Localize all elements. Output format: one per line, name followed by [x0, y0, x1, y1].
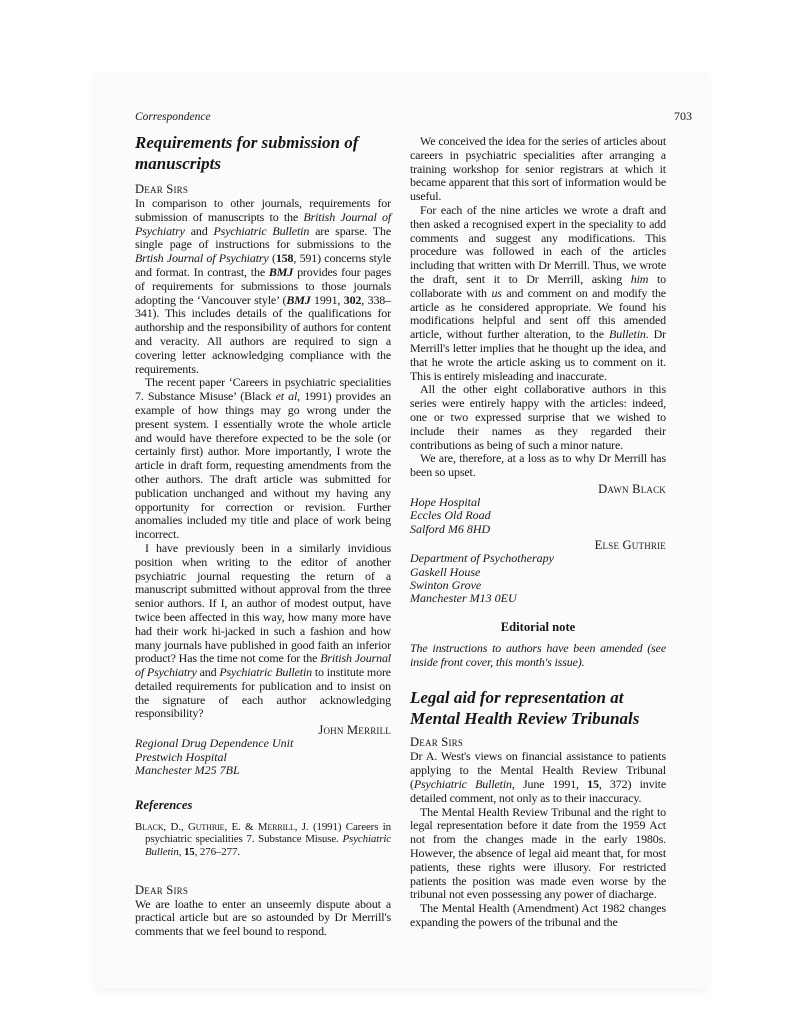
text-segment: The instructions to authors have been amended (see inside front cover, this month's issue).: [410, 640, 666, 669]
text-segment: For each of the nine articles we wrote a draft and then asked a recognised expert in the speciality to add comments and suggest any modifications. This procedure was followed in each of the articles including that written with Dr Merrill. Thus, we wrote the draft, sent it to Dr Merrill, asking: [410, 202, 666, 286]
text-segment: Psychiatric Bulletin: [219, 665, 312, 680]
address-line: Salford M6 8HD: [410, 521, 491, 536]
right-column: [410, 135, 666, 930]
editorial-note-heading: Editorial note: [500, 619, 576, 634]
text-segment: British Journal of Psychiatry: [135, 651, 391, 680]
text-segment: Brtish Journal of Psychiatry: [135, 251, 269, 266]
text-segment: and: [184, 223, 214, 238]
running-head: [135, 109, 692, 124]
paragraph: [410, 135, 666, 204]
text-segment: ,: [178, 845, 184, 858]
letter1-salutation: Dear Sirs: [135, 182, 189, 196]
address-line: Manchester M13 0EU: [410, 591, 517, 606]
paragraph: [135, 542, 391, 721]
reply-letter-continuation: [410, 135, 666, 480]
reference-entry: [135, 821, 391, 859]
reply-address-dawn-black: [410, 496, 666, 536]
paragraph: [410, 204, 666, 383]
address-line: Eccles Old Road: [410, 508, 491, 523]
text-segment: (: [268, 251, 276, 266]
text-segment: are sparse. The single page of instructions for submissions to the: [135, 223, 391, 252]
editorial-note-body: [410, 642, 666, 670]
text-segment: . Dr Merrill's letter implies that he thought up the idea, and that he wrote the article asking us to comment on it. This is entirely misleading and inaccurate.: [410, 327, 667, 383]
letter1-title: Requirements for submission of manuscripts: [135, 133, 359, 173]
paragraph: [410, 452, 666, 480]
text-segment: Dr A. West's views on financial assistance to patients applying to the Mental Health Review Tribunal (: [410, 749, 666, 791]
text-segment: 15: [183, 845, 195, 858]
text-segment: and comment on and modify the article as he considered appropriate. We found his modifications helpful and sent off this amended article, without further alteration, to the: [410, 285, 666, 342]
text-segment: 15: [587, 776, 599, 791]
running-head-title: Correspondence: [135, 111, 211, 123]
address-line: Prestwich Hospital: [135, 749, 227, 764]
text-segment: BMJ: [286, 292, 311, 307]
text-segment: , 276–277.: [194, 845, 240, 858]
address-line: Swinton Grove: [410, 577, 482, 592]
text-segment: to collaborate with: [410, 271, 666, 300]
text-segment: 1991,: [310, 292, 344, 307]
text-segment: , 372) invite detailed comment, not only as to their inaccuracy.: [410, 776, 667, 805]
address-line: Regional Drug Dependence Unit: [135, 736, 294, 751]
paragraph: [410, 750, 666, 805]
address-line: Gaskell House: [410, 564, 481, 579]
text-segment: , June 1991,: [511, 776, 588, 791]
text-segment: British Journal of Psychiatry: [135, 209, 392, 238]
references-heading: References: [135, 797, 193, 812]
text-segment: Psychiatric Bulletin: [213, 223, 310, 238]
paragraph: [410, 383, 666, 452]
address-line: Department of Psychotherapy: [410, 551, 554, 566]
paragraph: [410, 902, 666, 930]
letter3-salutation: Dear Sirs: [410, 735, 464, 750]
text-segment: Psychiatric Bulletin: [145, 833, 391, 858]
text-segment: us: [491, 285, 502, 300]
text-segment: him: [630, 271, 649, 286]
text-segment: The Mental Health (Amendment) Act 1982 changes expanding the powers of the tribunal and the: [410, 901, 666, 929]
text-segment: Black, D., Guthrie, E. & Merrill, J.: [135, 820, 309, 833]
text-segment: (1991) Careers in psychiatric specialities 7. Substance Misuse.: [145, 820, 392, 846]
letter1-address: [135, 737, 391, 777]
text-segment: et al: [275, 389, 298, 404]
letter1-body: [135, 197, 391, 721]
paragraph: [410, 806, 666, 903]
paragraph: [410, 642, 666, 670]
text-segment: 158: [275, 251, 294, 266]
text-segment: I have previously been in a similarly invidious position when writing to the editor of another psychiatric journal requesting the return of a manuscript submitted without approval from the three senior authors. If I, an author of modest output, have twice been affected in this way, how many more have had their work hi-jacked in such a fashion and how many journals have published in good faith an inferior product? Has the time not come for the: [135, 540, 391, 666]
text-segment: We are loathe to enter an unseemly dispute about a practical article but are so astounded by Dr Merrill's comments that we feel bound to respond.: [135, 896, 391, 939]
text-segment: All the other eight collaborative authors in this series were entirely happy with the articles: indeed, one or two expressed surprise that we wished to include their names as they regarded their contributions as being of such a minor nature.: [410, 382, 666, 452]
text-segment: , 338–341). This includes details of the qualifications for authorship and the responsibility of authors for content and veracity. All authors are required to sign a covering letter acknowledging compliance with the requirements.: [135, 292, 391, 376]
text-segment: to institute more detailed requirements for publication and to insist on the signature of each author acknowledging responsibility?: [135, 665, 391, 721]
reply-letter-salutation: Dear Sirs: [135, 882, 189, 897]
text-segment: and: [196, 665, 220, 680]
address-line: Hope Hospital: [410, 494, 481, 509]
text-segment: , 591) concerns style and format. In contrast, the: [135, 251, 392, 279]
left-column: [135, 133, 391, 939]
paragraph: [135, 376, 391, 542]
reply-address-else-guthrie: [410, 552, 666, 606]
letter1-signature: John Merrill: [318, 723, 391, 738]
paragraph: [135, 898, 391, 939]
letter3-body: [410, 750, 666, 929]
page-number: 703: [674, 109, 692, 123]
reply-signature-dawn-black: Dawn Black: [598, 481, 666, 496]
text-segment: Psychiatric Bulletin: [413, 776, 512, 791]
text-segment: BMJ: [268, 264, 294, 279]
text-segment: provides four pages of requirements for submissions to those journals adopting the ‘Vancouver style’ (: [135, 264, 391, 307]
text-segment: 302: [343, 292, 362, 307]
letter3-title: Legal aid for representation at Mental Health Review Tribunals: [410, 688, 640, 728]
text-segment: The recent paper ‘Careers in psychiatric specialities 7. Substance Misuse’ (Black: [135, 375, 391, 404]
text-segment: The Mental Health Review Tribunal and the right to legal representation before it date from the 1959 Act not from the changes made in the early 1980s. However, the absence of legal aid meant that, for most patients, these rights were illusory. For restricted patients the position was made even worse by the tribunal not even possessing any power of diacharge.: [410, 804, 666, 902]
address-line: Manchester M25 7BL: [135, 763, 240, 778]
text-segment: We conceived the idea for the series of articles about careers in psychiatric specialities after arranging a training workshop for senior registrars at which it became apparent that this sort of information would be useful.: [410, 134, 666, 204]
reply-signature-else-guthrie: Else Guthrie: [594, 538, 666, 553]
reply-letter-opening: [135, 898, 391, 939]
text-segment: We are, therefore, at a loss as to why Dr Merrill has been so upset.: [410, 451, 666, 480]
paragraph: [135, 197, 391, 376]
scanned-journal-page: [94, 73, 708, 988]
text-segment: Bulletin: [608, 327, 646, 342]
text-segment: , 1991) provides an example of how things may go wrong under the present system. I essentially wrote the whole article and would have therefore expected to be the sole (or certainly first) author. More importantly, I wrote the article in draft form, requesting amendments from the other authors. The draft article was submitted for publication unchanged and without my having any opportunity for correction or revision. Further anomalies included my title and place of work being incorrect.: [135, 389, 391, 542]
text-segment: In comparison to other journals, requirements for submission of manuscripts to the: [135, 196, 391, 224]
